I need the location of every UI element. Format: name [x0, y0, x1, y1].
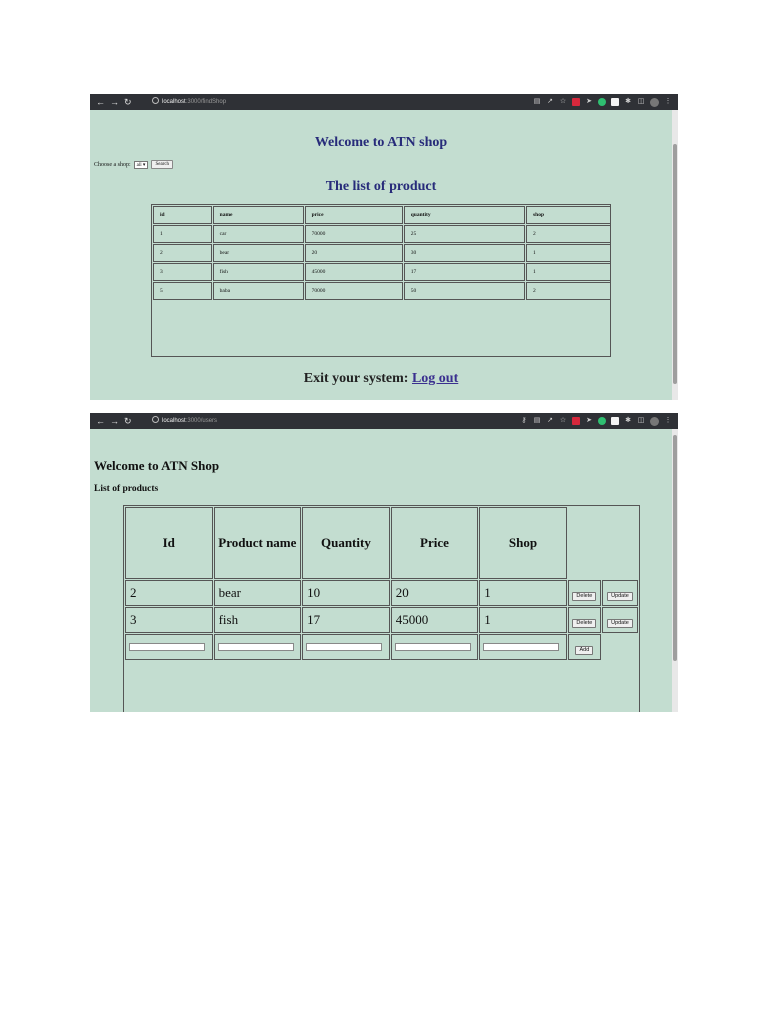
- screenshot-users: [90, 413, 678, 712]
- cell-id: 2: [125, 580, 213, 606]
- extension-green-icon[interactable]: [598, 417, 606, 425]
- cell-price: 45000: [391, 607, 479, 633]
- cell-quantity: 25: [404, 225, 525, 243]
- url-path: :3000/findShop: [185, 99, 227, 105]
- update-cell: [602, 580, 638, 606]
- shop-filter: [94, 160, 173, 169]
- new-id-input[interactable]: [129, 643, 205, 651]
- cell-price: 70000: [305, 225, 403, 243]
- browser-toolbar: [90, 94, 678, 110]
- delete-button[interactable]: Delete: [572, 592, 596, 601]
- cell-id: 1: [153, 225, 212, 243]
- site-info-icon[interactable]: [152, 416, 159, 423]
- browser-extensions: [520, 416, 672, 426]
- bookmark-star-icon[interactable]: ☆: [559, 417, 567, 424]
- profile-avatar[interactable]: [650, 98, 659, 107]
- table-row: [153, 225, 611, 243]
- page-subtitle: List of products: [94, 484, 159, 494]
- shop-select-value: all: [136, 162, 142, 168]
- column-header-shop: shop: [526, 206, 611, 224]
- cell-id: 3: [153, 263, 212, 281]
- shop-select[interactable]: all ▾: [134, 161, 149, 169]
- cell-product-name: bear: [214, 580, 302, 606]
- new-id-cell: [125, 634, 213, 660]
- extension-arrow-icon[interactable]: ➤: [586, 98, 592, 105]
- address-bar[interactable]: [152, 97, 226, 107]
- column-header-id: Id: [125, 507, 213, 579]
- cell-price: 20: [391, 580, 479, 606]
- column-header-price: price: [305, 206, 403, 224]
- scrollbar[interactable]: [672, 110, 678, 400]
- back-icon[interactable]: ←: [96, 97, 105, 107]
- add-cell: [568, 634, 601, 660]
- url-host: localhost: [162, 99, 186, 105]
- page-title: Welcome to ATN shop: [314, 135, 448, 150]
- cell-shop: 1: [479, 580, 567, 606]
- site-info-icon[interactable]: [152, 97, 159, 104]
- new-name-cell: [214, 634, 302, 660]
- extension-red-icon[interactable]: [572, 417, 580, 425]
- scrollbar-thumb[interactable]: [673, 435, 677, 661]
- cell-price: 20: [305, 244, 403, 262]
- column-header-name: name: [213, 206, 304, 224]
- column-header-quantity: quantity: [404, 206, 525, 224]
- extension-white-icon[interactable]: [611, 98, 619, 106]
- cell-shop: 1: [526, 244, 611, 262]
- menu-kebab-icon[interactable]: ⋮: [664, 417, 672, 424]
- cell-name: baba: [213, 282, 304, 300]
- table-row: [125, 580, 638, 606]
- menu-kebab-icon[interactable]: ⋮: [664, 98, 672, 105]
- cell-quantity: 17: [302, 607, 390, 633]
- cell-quantity: 17: [404, 263, 525, 281]
- logout-link[interactable]: Log out: [411, 371, 459, 386]
- cell-name: car: [213, 225, 304, 243]
- extension-white-icon[interactable]: [611, 417, 619, 425]
- browser-toolbar: [90, 413, 678, 429]
- table-header-row: [153, 206, 611, 224]
- cell-id: 5: [153, 282, 212, 300]
- table-row: [125, 607, 638, 633]
- delete-cell: [568, 580, 601, 606]
- share-icon[interactable]: ↗: [547, 417, 553, 424]
- search-button[interactable]: Search: [151, 160, 173, 169]
- new-price-input[interactable]: [395, 643, 471, 651]
- extension-green-icon[interactable]: [598, 98, 606, 106]
- address-bar[interactable]: [152, 416, 217, 426]
- reload-icon[interactable]: ↻: [124, 416, 132, 426]
- new-price-cell: [391, 634, 479, 660]
- scrollbar[interactable]: [672, 429, 678, 712]
- puzzle-icon[interactable]: ✱: [625, 417, 631, 424]
- cell-name: fish: [213, 263, 304, 281]
- forward-icon[interactable]: →: [110, 416, 119, 426]
- profile-avatar[interactable]: [650, 417, 659, 426]
- add-row: [125, 634, 638, 660]
- browser-extensions: [533, 97, 672, 107]
- cell-id: 2: [153, 244, 212, 262]
- exit-line: [90, 371, 672, 387]
- product-list-title: The list of product: [325, 179, 437, 194]
- reader-icon[interactable]: ▤: [533, 417, 541, 424]
- update-button[interactable]: Update: [607, 619, 633, 628]
- url-path: :3000/users: [185, 418, 218, 424]
- cell-shop: 2: [526, 282, 611, 300]
- screenshot-find-shop: [90, 94, 678, 400]
- cell-price: 70000: [305, 282, 403, 300]
- new-shop-cell: [479, 634, 567, 660]
- cell-quantity: 50: [404, 282, 525, 300]
- puzzle-icon[interactable]: ✱: [625, 98, 631, 105]
- table-header-row: [125, 507, 638, 579]
- back-icon[interactable]: ←: [96, 416, 105, 426]
- delete-button[interactable]: Delete: [572, 619, 596, 628]
- sidebar-icon[interactable]: ◫: [637, 98, 645, 105]
- cell-name: bear: [213, 244, 304, 262]
- column-header-id: id: [153, 206, 212, 224]
- key-icon[interactable]: ⚷: [521, 417, 527, 424]
- update-cell: [602, 607, 638, 633]
- delete-cell: [568, 607, 601, 633]
- reader-icon[interactable]: ▤: [533, 98, 541, 105]
- new-quantity-cell: [302, 634, 390, 660]
- extension-arrow-icon[interactable]: ➤: [586, 417, 592, 424]
- column-header-shop: Shop: [479, 507, 567, 579]
- empty-cell: [602, 634, 638, 660]
- new-shop-input[interactable]: [483, 643, 559, 651]
- table-row: [153, 282, 611, 300]
- page-title: Welcome to ATN Shop: [94, 458, 220, 473]
- sidebar-icon[interactable]: ◫: [637, 417, 645, 424]
- product-table: [151, 204, 611, 357]
- extension-red-icon[interactable]: [572, 98, 580, 106]
- cell-id: 3: [125, 607, 213, 633]
- new-product-name-input[interactable]: [218, 643, 294, 651]
- cell-quantity: 30: [404, 244, 525, 262]
- table-row: [153, 244, 611, 262]
- column-header-price: Price: [391, 507, 479, 579]
- bookmark-star-icon[interactable]: ☆: [559, 98, 567, 105]
- cell-product-name: fish: [214, 607, 302, 633]
- products-table: [123, 505, 640, 712]
- cell-shop: 1: [479, 607, 567, 633]
- choose-shop-label: Choose a shop:: [94, 161, 131, 168]
- cell-shop: 1: [526, 263, 611, 281]
- share-icon[interactable]: ↗: [547, 98, 553, 105]
- update-button[interactable]: Update: [607, 592, 633, 601]
- column-header-product-name: Product name: [214, 507, 302, 579]
- table-row: [153, 263, 611, 281]
- cell-shop: 2: [526, 225, 611, 243]
- column-header-quantity: Quantity: [302, 507, 390, 579]
- add-button[interactable]: Add: [575, 646, 593, 655]
- reload-icon[interactable]: ↻: [124, 97, 132, 107]
- cell-price: 45000: [305, 263, 403, 281]
- forward-icon[interactable]: →: [110, 97, 119, 107]
- exit-text: Exit your system:: [303, 371, 409, 386]
- actions-header: [568, 507, 638, 579]
- new-quantity-input[interactable]: [306, 643, 382, 651]
- scrollbar-thumb[interactable]: [673, 144, 677, 384]
- url-host: localhost: [162, 418, 186, 424]
- cell-quantity: 10: [302, 580, 390, 606]
